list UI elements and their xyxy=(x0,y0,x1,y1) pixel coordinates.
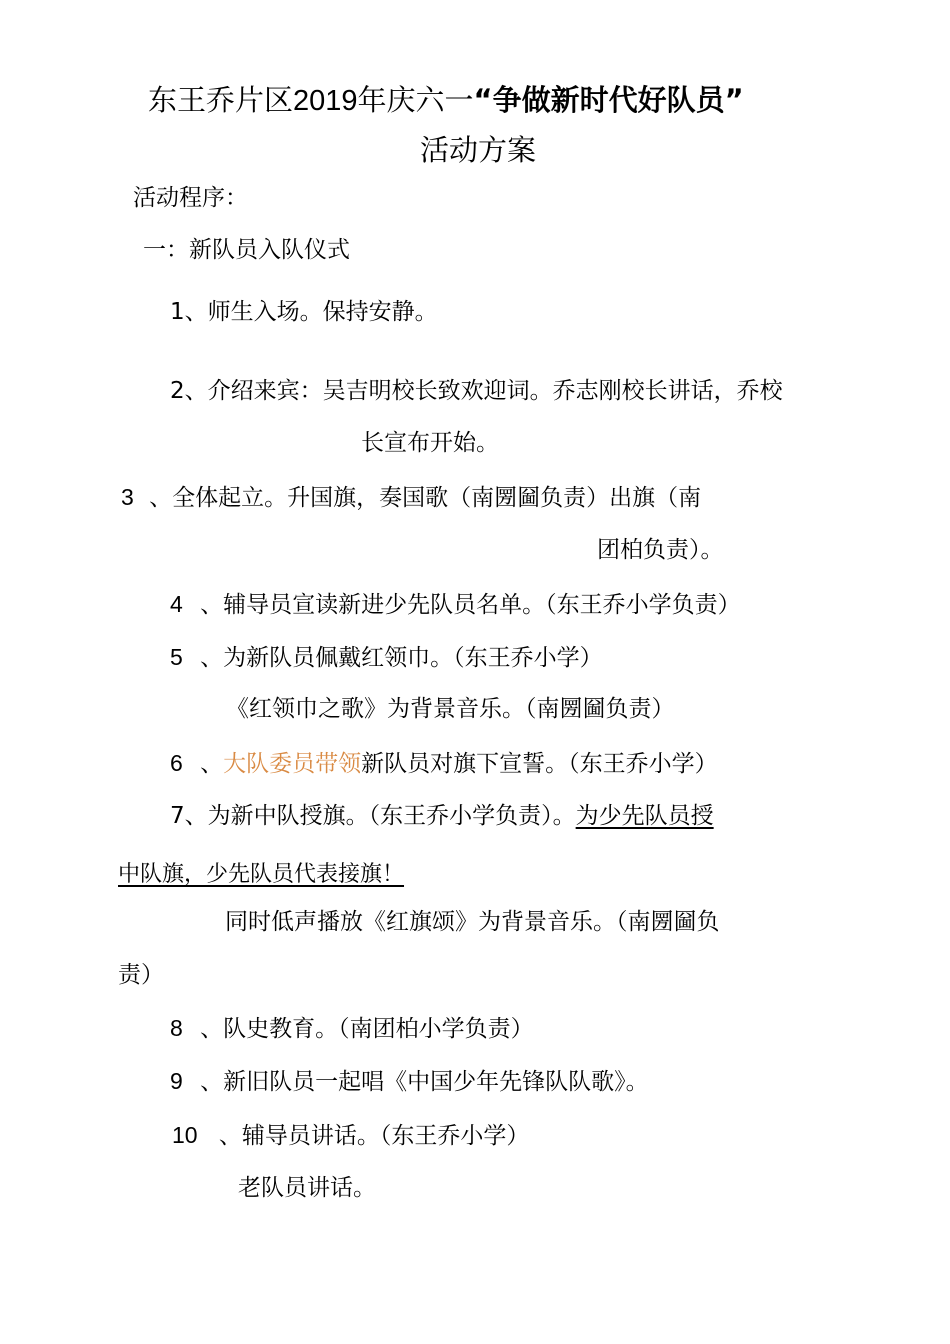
item-5-number: 5 xyxy=(170,644,183,670)
item-6-sep: 、 xyxy=(200,751,224,777)
item-2-line-2: 长宣布开始。 xyxy=(361,430,499,456)
item-6 xyxy=(170,748,718,779)
item-7-text: 7、为新中队授旗。（东王乔小学负责）。 xyxy=(170,803,576,829)
item-10-line-1 xyxy=(172,1120,529,1151)
item-10-number: 10 xyxy=(172,1122,198,1148)
item-4 xyxy=(170,589,741,620)
item-4-text: 、辅导员宣读新进少先队员名单。（东王乔小学负责） xyxy=(200,592,741,618)
title-quote: “争做新时代好队员” xyxy=(473,83,744,117)
item-7-line-2: 中队旗，少先队员代表接旗！ xyxy=(118,862,405,887)
item-3-line-2: 团柏负责）。 xyxy=(597,537,724,563)
item-10-line-2: 老队员讲话。 xyxy=(238,1175,376,1201)
item-3-number: 3 xyxy=(121,484,134,510)
item-4-number: 4 xyxy=(170,591,183,617)
item-7-line-3: 同时低声播放《红旗颂》为背景音乐。（南圐圙负 xyxy=(225,909,720,935)
item-5-line-1 xyxy=(170,642,603,673)
item-6-text: 新队员对旗下宣誓。（东王乔小学） xyxy=(361,751,718,777)
item-8-text: 、队史教育。（南团柏小学负责） xyxy=(200,1016,534,1042)
item-10-text: 、辅导员讲话。（东王乔小学） xyxy=(218,1123,530,1149)
item-9-text: 、新旧队员一起唱《中国少年先锋队队歌》。 xyxy=(200,1069,649,1095)
item-5-text: 、为新队员佩戴红领巾。（东王乔小学） xyxy=(200,645,603,671)
title-prefix: 东王乔片区 xyxy=(148,83,294,117)
title-line-1 xyxy=(148,82,744,119)
item-5-line-2: 《红领巾之歌》为背景音乐。（南圐圙负责） xyxy=(226,696,675,722)
item-7-line-4: 责） xyxy=(118,962,164,988)
item-1: 1、师生入场。保持安静。 xyxy=(170,299,438,325)
section-heading: 一：新队员入队仪式 xyxy=(143,237,350,263)
item-6-highlight: 大队委员带领 xyxy=(223,751,362,777)
item-9-number: 9 xyxy=(170,1068,183,1094)
item-7-line-1 xyxy=(170,801,714,831)
item-8 xyxy=(170,1013,534,1044)
item-7-underlined: 为少先队员授 xyxy=(575,803,714,829)
title-year: 2019 xyxy=(293,85,358,117)
item-3-text: 、全体起立。升国旗，奏国歌（南圐圙负责）出旗（南 xyxy=(149,485,702,511)
item-9 xyxy=(170,1066,649,1097)
item-3-line-1 xyxy=(121,482,701,513)
title-line-2: 活动方案 xyxy=(420,133,537,167)
item-8-number: 8 xyxy=(170,1015,183,1041)
item-6-number: 6 xyxy=(170,750,183,776)
title-mid: 年庆六一 xyxy=(357,83,474,117)
program-label: 活动程序： xyxy=(133,185,248,211)
item-2-line-1: 2、介绍来宾：吴吉明校长致欢迎词。乔志刚校长讲话，乔校 xyxy=(170,378,783,404)
